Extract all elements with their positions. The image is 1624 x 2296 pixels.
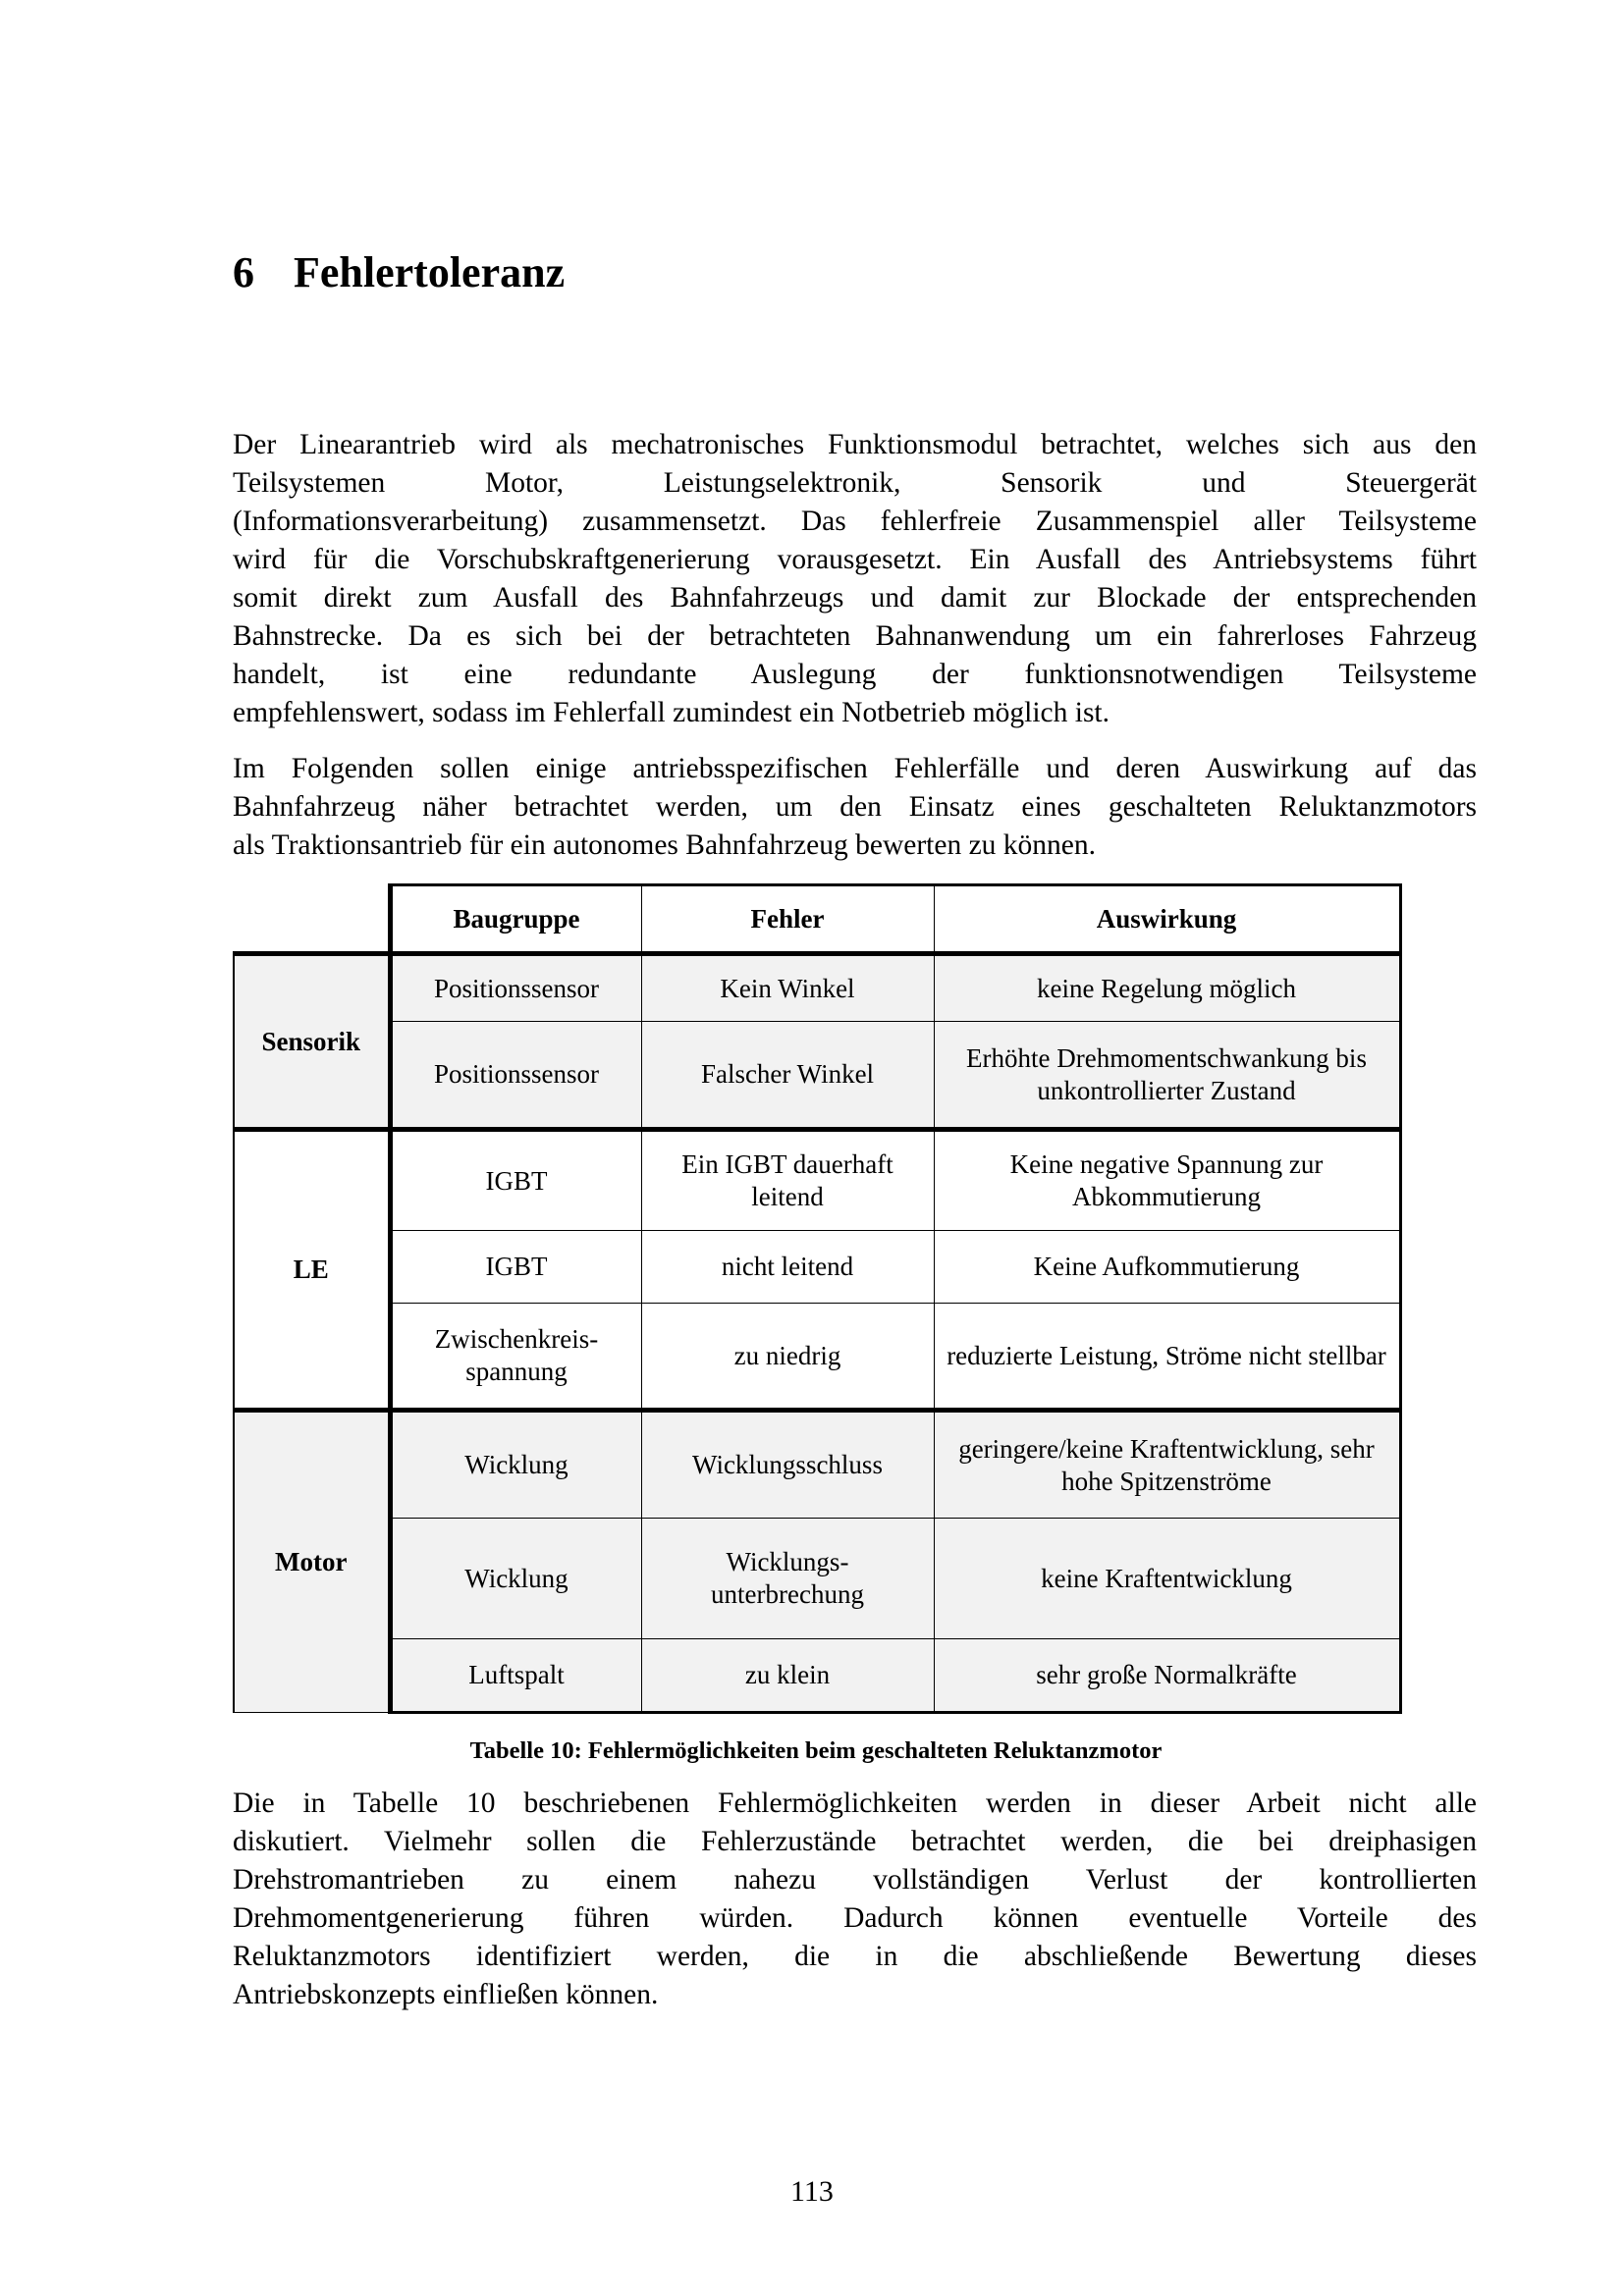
table-row [234, 1130, 1400, 1231]
paragraph-intro [233, 426, 1477, 732]
group-label: LE [234, 1130, 390, 1411]
cell-baugruppe: IGBT [390, 1231, 641, 1304]
cell-baugruppe: IGBT [390, 1130, 641, 1231]
paragraph-fault-cases [233, 750, 1477, 865]
text-line: Antriebskonzepts einfließen können. [233, 1979, 659, 2010]
cell-baugruppe: Positionssensor [390, 954, 641, 1022]
cell-fehler: Falscher Winkel [641, 1022, 934, 1130]
cell-baugruppe: Positionssensor [390, 1022, 641, 1130]
header-auswirkung: Auswirkung [934, 885, 1400, 954]
cell-auswirkung: keine Regelung möglich [934, 954, 1400, 1022]
text-line: Der Linearantrieb wird als mechatronisches Funktionsmodul betrachtet, welches sich aus den [233, 429, 1477, 460]
table-row [234, 1411, 1400, 1519]
cell-fehler: Ein IGBT dauerhaft leitend [641, 1130, 934, 1231]
cell-fehler: Wicklungs-unterbrechung [641, 1519, 934, 1639]
chapter-title: Fehlertoleranz [294, 248, 566, 296]
cell-fehler: nicht leitend [641, 1231, 934, 1304]
table-row [234, 954, 1400, 1022]
text-line: somit direkt zum Ausfall des Bahnfahrzeugs und damit zur Blockade der entsprechenden [233, 582, 1477, 614]
table-row [234, 1304, 1400, 1411]
text-line: Im Folgenden sollen einige antriebsspezifischen Fehlerfälle und deren Auswirkung auf das [233, 753, 1477, 784]
paragraph-discussion [233, 1785, 1477, 2014]
cell-fehler: zu niedrig [641, 1304, 934, 1411]
table-row [234, 1022, 1400, 1130]
group-label: Motor [234, 1411, 390, 1713]
cell-baugruppe: Luftspalt [390, 1639, 641, 1713]
text-line: Reluktanzmotors identifiziert werden, die in die abschließende Bewertung dieses [233, 1941, 1477, 1972]
text-line: wird für die Vorschubskraftgenerierung vorausgesetzt. Ein Ausfall des Antriebsystems führt [233, 544, 1477, 575]
text-line: Drehmomentgenerierung führen würden. Dadurch können eventuelle Vorteile des [233, 1902, 1477, 1934]
cell-fehler: Kein Winkel [641, 954, 934, 1022]
cell-baugruppe: Zwischenkreis-spannung [390, 1304, 641, 1411]
cell-auswirkung: reduzierte Leistung, Ströme nicht stellbar [934, 1304, 1400, 1411]
header-fehler: Fehler [641, 885, 934, 954]
cell-auswirkung: geringere/keine Kraftentwicklung, sehr hohe Spitzenströme [934, 1411, 1400, 1519]
table-caption: Tabelle 10: Fehlermöglichkeiten beim geschalteten Reluktanzmotor [469, 1737, 1163, 1764]
table-row [234, 1519, 1400, 1639]
table-row [234, 1639, 1400, 1713]
text-line: Bahnfahrzeug näher betrachtet werden, um den Einsatz eines geschalteten Reluktanzmotors [233, 791, 1477, 823]
text-line: handelt, ist eine redundante Auslegung der funktionsnotwendigen Teilsysteme [233, 659, 1477, 690]
chapter-number: 6 [233, 248, 254, 296]
cell-auswirkung: keine Kraftentwicklung [934, 1519, 1400, 1639]
cell-fehler: zu klein [641, 1639, 934, 1713]
cell-baugruppe: Wicklung [390, 1519, 641, 1639]
text-line: Die in Tabelle 10 beschriebenen Fehlermöglichkeiten werden in dieser Arbeit nicht alle [233, 1788, 1477, 1819]
table-row [234, 1231, 1400, 1304]
text-line: Drehstromantrieben zu einem nahezu vollständigen Verlust der kontrollierten [233, 1864, 1477, 1896]
text-line: als Traktionsantrieb für ein autonomes Bahnfahrzeug bewerten zu können. [233, 829, 1097, 861]
group-label: Sensorik [234, 954, 390, 1130]
cell-auswirkung: sehr große Normalkräfte [934, 1639, 1400, 1713]
cell-baugruppe: Wicklung [390, 1411, 641, 1519]
header-blank-cell [234, 885, 390, 954]
fault-table [233, 883, 1402, 1714]
cell-auswirkung: Keine Aufkommutierung [934, 1231, 1400, 1304]
cell-auswirkung: Keine negative Spannung zur Abkommutierung [934, 1130, 1400, 1231]
header-baugruppe: Baugruppe [390, 885, 641, 954]
text-line: Teilsystemen Motor, Leistungselektronik, Sensorik und Steuergerät [233, 467, 1477, 499]
text-line: empfehlenswert, sodass im Fehlerfall zumindest ein Notbetrieb möglich ist. [233, 697, 1110, 728]
chapter-heading [233, 247, 565, 297]
text-line: diskutiert. Vielmehr sollen die Fehlerzustände betrachtet werden, die bei dreiphasigen [233, 1826, 1477, 1857]
cell-auswirkung: Erhöhte Drehmomentschwankung bis unkontrollierter Zustand [934, 1022, 1400, 1130]
text-line: Bahnstrecke. Da es sich bei der betrachteten Bahnanwendung um ein fahrerloses Fahrzeug [233, 620, 1477, 652]
text-line: (Informationsverarbeitung) zusammensetzt. Das fehlerfreie Zusammenspiel aller Teilsysteme [233, 506, 1477, 537]
cell-fehler: Wicklungsschluss [641, 1411, 934, 1519]
page-number: 113 [790, 2175, 834, 2208]
table-header-row [234, 885, 1400, 954]
